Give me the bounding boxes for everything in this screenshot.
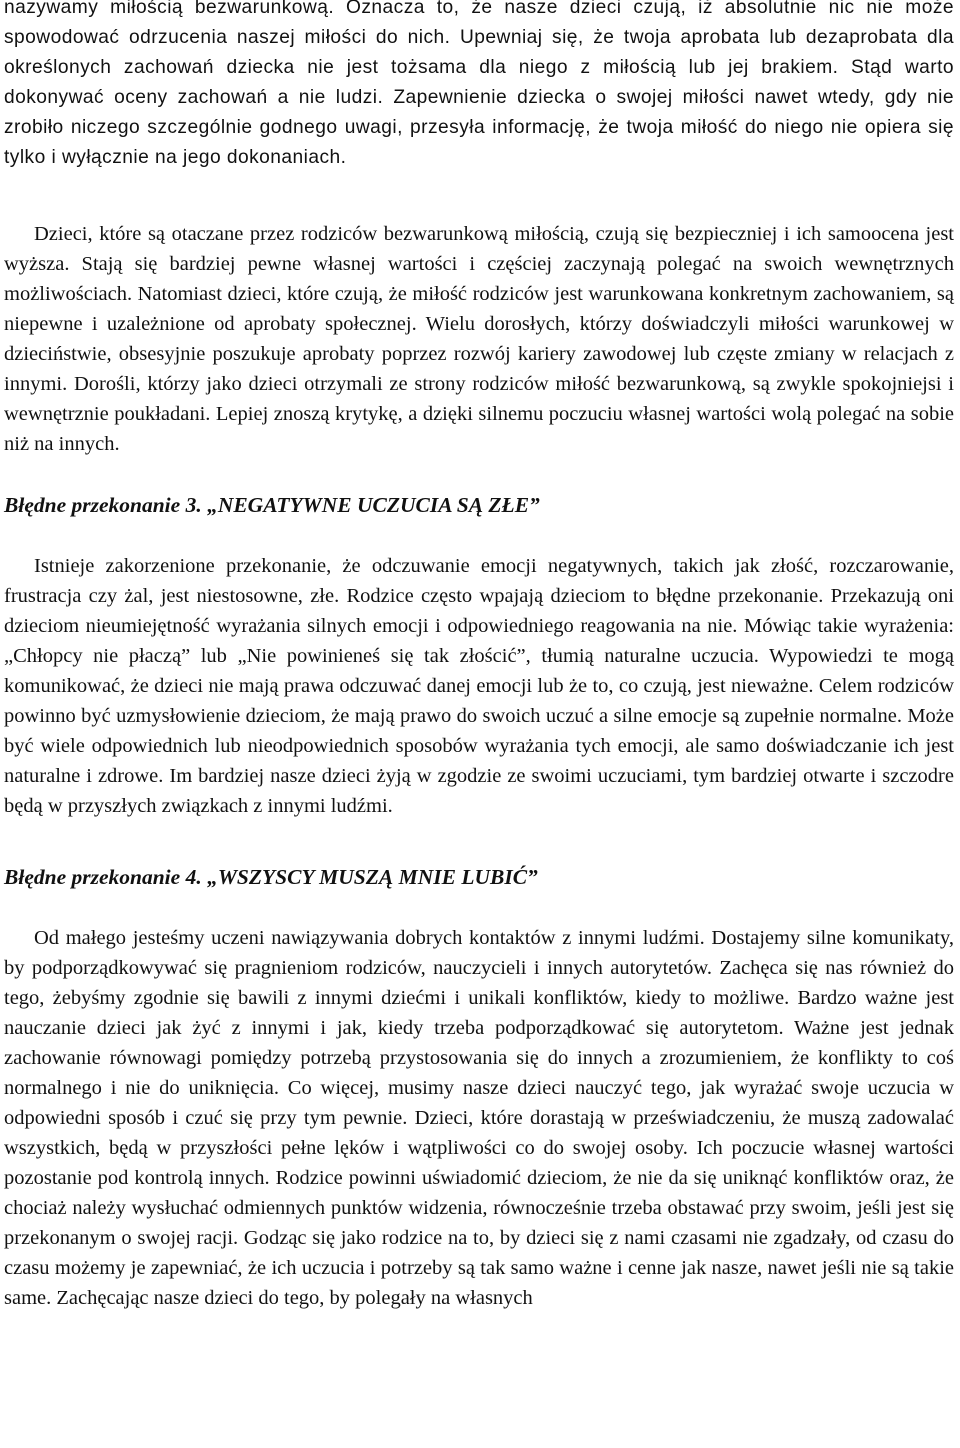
paragraph-unconditional-love: nazywamy miłością bezwarunkową. Oznacza to, że nasze dzieci czują, iż absolutnie nic nie może spowodować odrzucenia naszej miłości do nich. Upewniaj się, że twoja aprobata lub dezaprobata dla określonych zachowań dziecka nie jest tożsama dla niego z miłością lub jej brakiem. Stąd warto dokonywać oceny zachowań a nie ludzi. Zapewnienie dziecka o swojej miłości nawet wtedy, gdy nie zrobiło niczego szczególnie godnego uwagi, przesyła informację, że twoja miłość do niego nie opiera się tylko i wyłącznie na jego dokonaniach.	[4, 0, 954, 168]
paragraph-negative-emotions: Istnieje zakorzenione przekonanie, że odczuwanie emocji negatywnych, takich jak złość, rozczarowanie, frustracja czy żal, jest niestosowne, złe. Rodzice często wpajają dzieciom to błędne przekonanie. Przekazują oni dzieciom nieumiejętność wyrażania silnych emocji i odpowiedniego reagowania na nie. Mówiąc takie wyrażenia: „Chłopcy nie płaczą” lub „Nie powinieneś się tak złościć”, tłumią naturalne uczucia. Wypowiedzi te mogą komunikować, że dzieci nie mają prawa odczuwać danej emocji lub że to, co czują, jest nieważne. Celem rodziców powinno być uzmysłowienie dzieciom, że mają prawo do swoich uczuć a silne emocje są zupełnie normalne. Może być wiele odpowiednich lub nieodpowiednich sposobów wyrażania tych emocji, ale samo doświadczanie ich jest naturalne i zdrowe. Im bardziej nasze dzieci żyją w zgodzie ze swoimi uczuciami, tym bardziej otwarte i szczodre będą w przyszłych związkach z innymi ludźmi.	[4, 555, 954, 817]
heading-misconception-4: Błędne przekonanie 4. „WSZYSCY MUSZĄ MNIE LUBIĆ”	[4, 865, 538, 889]
paragraph-everyone-must-like-me: Od małego jesteśmy uczeni nawiązywania dobrych kontaktów z innymi ludźmi. Dostajemy silne komunikaty, by podporządkowywać się pragnieniom rodziców, nauczycieli i innych autorytetów. Zachęca się nas również do tego, żebyśmy zgodnie się bawili z innymi dziećmi i unikali konfliktów, kiedy to możliwe. Bardzo ważne jest nauczanie dzieci jak żyć z innymi i jak, kiedy trzeba podporządkować się autorytetom. Ważne jest jednak zachowanie równowagi pomiędzy potrzebą przystosowania się do innych a zrozumieniem, że konflikty to coś normalnego i nie do uniknięcia. Co więcej, musimy nasze dzieci nauczyć tego, jak wyrażać swoje uczucia w odpowiedni sposób i czuć się przy tym pewnie. Dzieci, które dorastają w przeświadczeniu, że muszą zadowalać wszystkich, będą w przyszłości pełne lęków i wątpliwości co do swojej osoby. Ich poczucie własnej wartości pozostanie pod kontrolą innych. Rodzice powinni uświadomić dzieciom, że nie da się uniknąć konfliktów oraz, że chociaż należy wysłuchać odmiennych punktów widzenia, równocześnie trzeba obstawać przy swoim, jeśli jest się przekonanym o swojej racji. Godząc się jako rodzice na to, by dzieci się z nami czasami nie zgadzały, od czasu do czasu możemy je zapewniać, że ich uczucia i potrzeby są tak samo ważne i cenne jak nasze, nawet jeśli nie są takie same. Zachęcając nasze dzieci do tego, by polegały na własnych	[4, 927, 954, 1309]
paragraph-children-security: Dzieci, które są otaczane przez rodziców bezwarunkową miłością, czują się bezpieczniej i ich samoocena jest wyższa. Stają się bardziej pewne własnej wartości i częściej zaczynają polegać na swoich wewnętrznych możliwościach. Natomiast dzieci, które czują, że miłość rodziców jest warunkowana konkretnym zachowaniem, są niepewne i uzależnione od aprobaty społecznej. Wielu dorosłych, którzy doświadczyli miłości warunkowej w dzieciństwie, obsesyjnie poszukuje aprobaty poprzez rozwój kariery zawodowej lub częste zmiany w relacjach z innymi. Dorośli, którzy jako dzieci otrzymali ze strony rodziców miłość bezwarunkową, są zwykle spokojniejsi i wewnętrznie poukładani. Lepiej znoszą krytykę, a dzięki silnemu poczuciu własnej wartości wolą polegać na sobie niż na innych.	[4, 223, 954, 455]
heading-misconception-3: Błędne przekonanie 3. „NEGATYWNE UCZUCIA SĄ ZŁE”	[4, 493, 540, 517]
document-page	[4, 0, 954, 1313]
